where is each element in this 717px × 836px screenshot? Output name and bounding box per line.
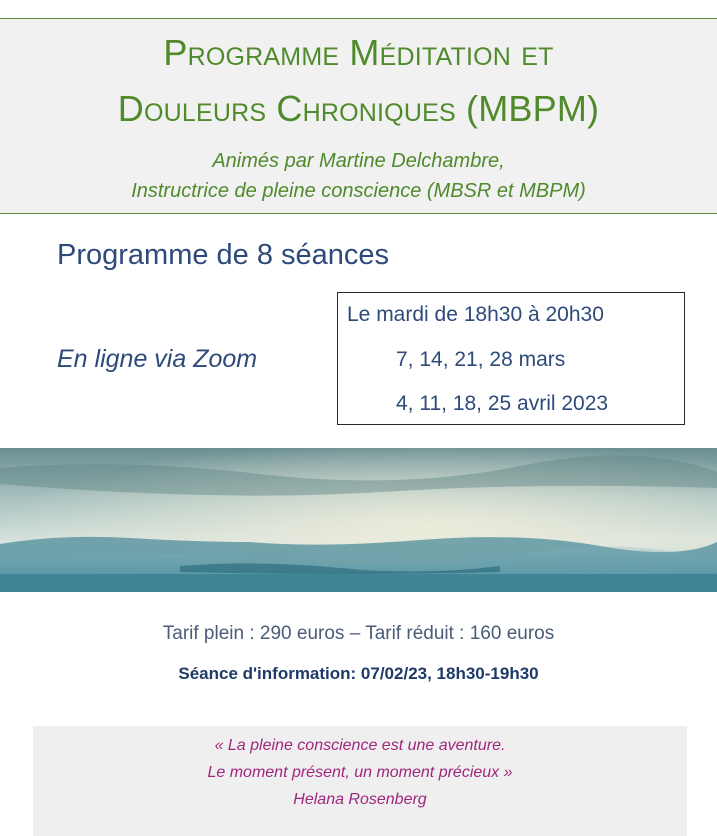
schedule-box bbox=[337, 292, 685, 425]
quote-line-2: Le moment présent, un moment précieux » bbox=[207, 764, 513, 781]
header-panel bbox=[0, 18, 717, 214]
title-line-2: Douleurs Chroniques (MBPM) bbox=[117, 88, 600, 129]
schedule-time: Le mardi de 18h30 à 20h30 bbox=[347, 303, 604, 326]
schedule-march-dates: 7, 14, 21, 28 mars bbox=[396, 348, 566, 371]
quote-author: Helana Rosenberg bbox=[293, 791, 427, 808]
quote-line-1: « La pleine conscience est une aventure. bbox=[214, 737, 506, 754]
subtitle-line-1: Animés par Martine Delchambre, bbox=[212, 150, 505, 172]
landscape-image bbox=[0, 448, 717, 592]
schedule-april-dates: 4, 11, 18, 25 avril 2023 bbox=[396, 392, 609, 415]
subtitle-line-2: Instructrice de pleine conscience (MBSR et MBPM) bbox=[131, 180, 586, 202]
info-session-text: Séance d'information: 07/02/23, 18h30-19h30 bbox=[178, 664, 539, 683]
misty-mountains-banner bbox=[0, 448, 717, 592]
online-format: En ligne via Zoom bbox=[57, 345, 258, 373]
title-line-1: Programme Méditation et bbox=[163, 32, 554, 73]
quote-panel bbox=[33, 726, 687, 836]
program-sessions: Programme de 8 séances bbox=[57, 239, 390, 271]
pricing-text: Tarif plein : 290 euros – Tarif réduit : 160 euros bbox=[162, 623, 555, 644]
